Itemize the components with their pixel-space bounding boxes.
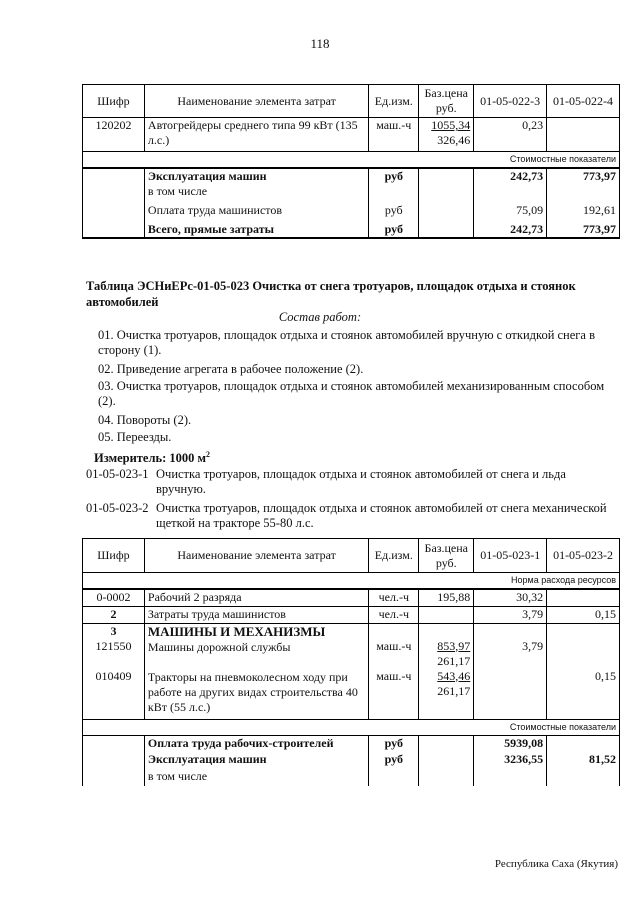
cost-label: Стоимостные показатели bbox=[83, 719, 620, 735]
work-item: 05. Переезды. bbox=[98, 430, 172, 444]
cost-v1: 242,73 bbox=[474, 222, 547, 238]
cost-v1: 75,09 bbox=[474, 203, 547, 222]
work-item: 01. Очистка тротуаров, площадок отдыха и стоянок автомобилей вручную с откидкой снега в сторону (1). bbox=[98, 328, 595, 357]
header-col2: 01-05-022-4 bbox=[547, 85, 620, 118]
measure: Измеритель: 1000 $м^2$ bbox=[94, 450, 211, 466]
row-name: Автогрейдеры среднего типа 99 кВт (135 л.с.) bbox=[144, 118, 368, 152]
code-text: Очистка тротуаров, площадок отдыха и стоянок автомобилей от снега и льда вручную. bbox=[156, 467, 566, 496]
row-v1: 0,23 bbox=[474, 118, 547, 152]
group-units: маш.-ч маш.-ч bbox=[369, 623, 419, 719]
cost-name: Эксплуатация машин bbox=[144, 752, 368, 769]
group-v1: 3,79 bbox=[474, 623, 547, 719]
row-price bbox=[419, 606, 474, 623]
row-unit: чел.-ч bbox=[369, 589, 419, 606]
cost-unit: руб bbox=[369, 203, 419, 222]
row-v2 bbox=[547, 118, 620, 152]
cost-v2: 81,52 bbox=[547, 752, 620, 769]
cost-v2: 192,61 bbox=[547, 203, 620, 222]
table-023 bbox=[82, 538, 620, 786]
cost-v2 bbox=[547, 735, 620, 752]
code-text: Очистка тротуаров, площадок отдыха и стоянок автомобилей от снега механической щеткой на тракторе 55-80 л.с. bbox=[156, 501, 607, 530]
cost-unit: руб bbox=[369, 735, 419, 752]
group-codes: 3 121550 010409 bbox=[83, 623, 145, 719]
sostav-label: Состав работ: bbox=[278, 310, 362, 324]
work-item: 02. Приведение агрегата в рабочее положение (2). bbox=[98, 362, 364, 376]
row-v2 bbox=[547, 589, 620, 606]
cost-name: Оплата труда рабочих-строителей bbox=[144, 735, 368, 752]
cost-name: в том числе bbox=[144, 184, 368, 203]
cost-name: Оплата труда машинистов bbox=[144, 203, 368, 222]
header-name: Наименование элемента затрат bbox=[144, 85, 368, 118]
header-price: Баз.цена руб. bbox=[419, 85, 474, 118]
cost-name: Эксплуатация машин bbox=[144, 168, 368, 184]
header-unit: Ед.изм. bbox=[369, 85, 419, 118]
group-names: МАШИНЫ И МЕХАНИЗМЫ Машины дорожной службы Тракторы на пневмоколесном ходу при работе на других видах строительства 40 кВт (55 л.с.) bbox=[144, 623, 368, 719]
header-price: Баз.цена руб. bbox=[419, 539, 474, 573]
cost-unit: руб bbox=[369, 752, 419, 769]
page-number: 118 bbox=[310, 36, 330, 51]
header-unit: Ед.изм. bbox=[369, 539, 419, 573]
row-price: 195,88 bbox=[419, 589, 474, 606]
cost-v1: 5939,08 bbox=[474, 735, 547, 752]
cost-unit: руб bbox=[369, 222, 419, 238]
row-unit: маш.-ч bbox=[369, 118, 419, 152]
row-v2: 0,15 bbox=[547, 606, 620, 623]
row-code: 2 bbox=[83, 606, 145, 623]
header-name: Наименование элемента затрат bbox=[144, 539, 368, 573]
cost-v2: 773,97 bbox=[547, 168, 620, 184]
code-label: 01-05-023-2 bbox=[86, 501, 149, 515]
table-022 bbox=[82, 84, 620, 239]
header-col2: 01-05-023-2 bbox=[547, 539, 620, 573]
cost-v1: 242,73 bbox=[474, 168, 547, 184]
cost-v1: 3236,55 bbox=[474, 752, 547, 769]
header-code: Шифр bbox=[83, 539, 145, 573]
code-label: 01-05-023-1 bbox=[86, 467, 149, 481]
section-label: Стоимостные показатели bbox=[83, 152, 620, 169]
group-prices: 853,97 261,17 543,46 261,17 bbox=[419, 623, 474, 719]
row-name: Рабочий 2 разряда bbox=[144, 589, 368, 606]
cost-name: в том числе bbox=[144, 769, 368, 786]
row-unit: чел.-ч bbox=[369, 606, 419, 623]
row-name: Затраты труда машинистов bbox=[144, 606, 368, 623]
cost-unit: руб bbox=[369, 168, 419, 184]
header-col1: 01-05-023-1 bbox=[474, 539, 547, 573]
row-code: 120202 bbox=[83, 118, 145, 152]
footer-region: Республика Саха (Якутия) bbox=[494, 858, 618, 870]
row-v1: 30,32 bbox=[474, 589, 547, 606]
work-item: 03. Очистка тротуаров, площадок отдыха и стоянок автомобилей механизированным способом (2). bbox=[98, 379, 605, 408]
row-code: 0-0002 bbox=[83, 589, 145, 606]
group-v2: 0,15 bbox=[547, 623, 620, 719]
header-col1: 01-05-022-3 bbox=[474, 85, 547, 118]
norm-label: Норма расхода ресурсов bbox=[83, 573, 620, 590]
cost-v2: 773,97 bbox=[547, 222, 620, 238]
row-price: 1055,34 326,46 bbox=[419, 118, 474, 152]
work-item: 04. Повороты (2). bbox=[98, 413, 192, 427]
cost-name: Всего, прямые затраты bbox=[144, 222, 368, 238]
row-v1: 3,79 bbox=[474, 606, 547, 623]
table-title: Таблица ЭСНиЕРс-01-05-023 Очистка от снега тротуаров, площадок отдыха и стоянок автомобилей bbox=[86, 279, 576, 309]
header-code: Шифр bbox=[83, 85, 145, 118]
